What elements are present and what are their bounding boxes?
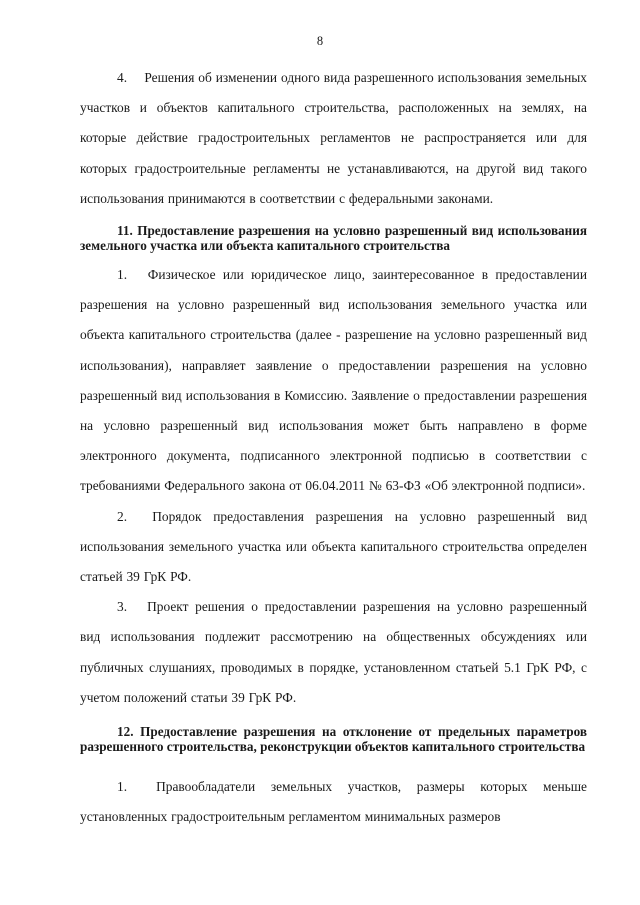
section-12-paragraph-1: 1. Правообладатели земельных участков, размеры которых меньше установленных градостроительным регламентом минимальных размеров [80,779,587,825]
document-body [80,63,587,832]
section-11-paragraph-1: 1. Физическое или юридическое лицо, заинтересованное в предоставлении разрешения на условно разрешенный вид использования земельного участка или объекта капитального строительства (далее - разрешение на условно разрешенный вид использования), направляет заявление о предоставлении разрешения на условно разрешенный вид использования в Комиссию. Заявление о предоставлении разрешения на условно разрешенный вид использования может быть направлено в форме электронного документа, подписанного электронной подписью в соответствии с требованиями Федерального закона от 06.04.2011 № 63-ФЗ «Об электронной подписи». [80,267,587,494]
section-11-heading: 11. Предоставление разрешения на условно разрешенный вид использования земельного участка или объекта капитального строительства [80,223,587,254]
section-12-heading: 12. Предоставление разрешения на отклонение от предельных параметров разрешенного строительства, реконструкции объектов капитального строительства [80,724,587,755]
paragraph-item-4: 4. Решения об изменении одного вида разрешенного использования земельных участков и объектов капитального строительства, расположенных на землях, на которые действие градостроительных регламентов не распространяется или для которых градостроительные регламенты не устанавливаются, на другой вид такого использования принимаются в соответствии с федеральными законами. [80,70,587,206]
section-11-paragraph-2: 2. Порядок предоставления разрешения на условно разрешенный вид использования земельного участка или объекта капитального строительства определен статьей 39 ГрК РФ. [80,508,587,585]
section-11-paragraph-3: 3. Проект решения о предоставлении разрешения на условно разрешенный вид использования подлежит рассмотрению на общественных обсуждениях или публичных слушаниях, проводимых в порядке, установленном статьей 5.1 ГрК РФ, с учетом положений статьи 39 ГрК РФ. [80,599,587,705]
page-number: 8 [316,34,324,48]
